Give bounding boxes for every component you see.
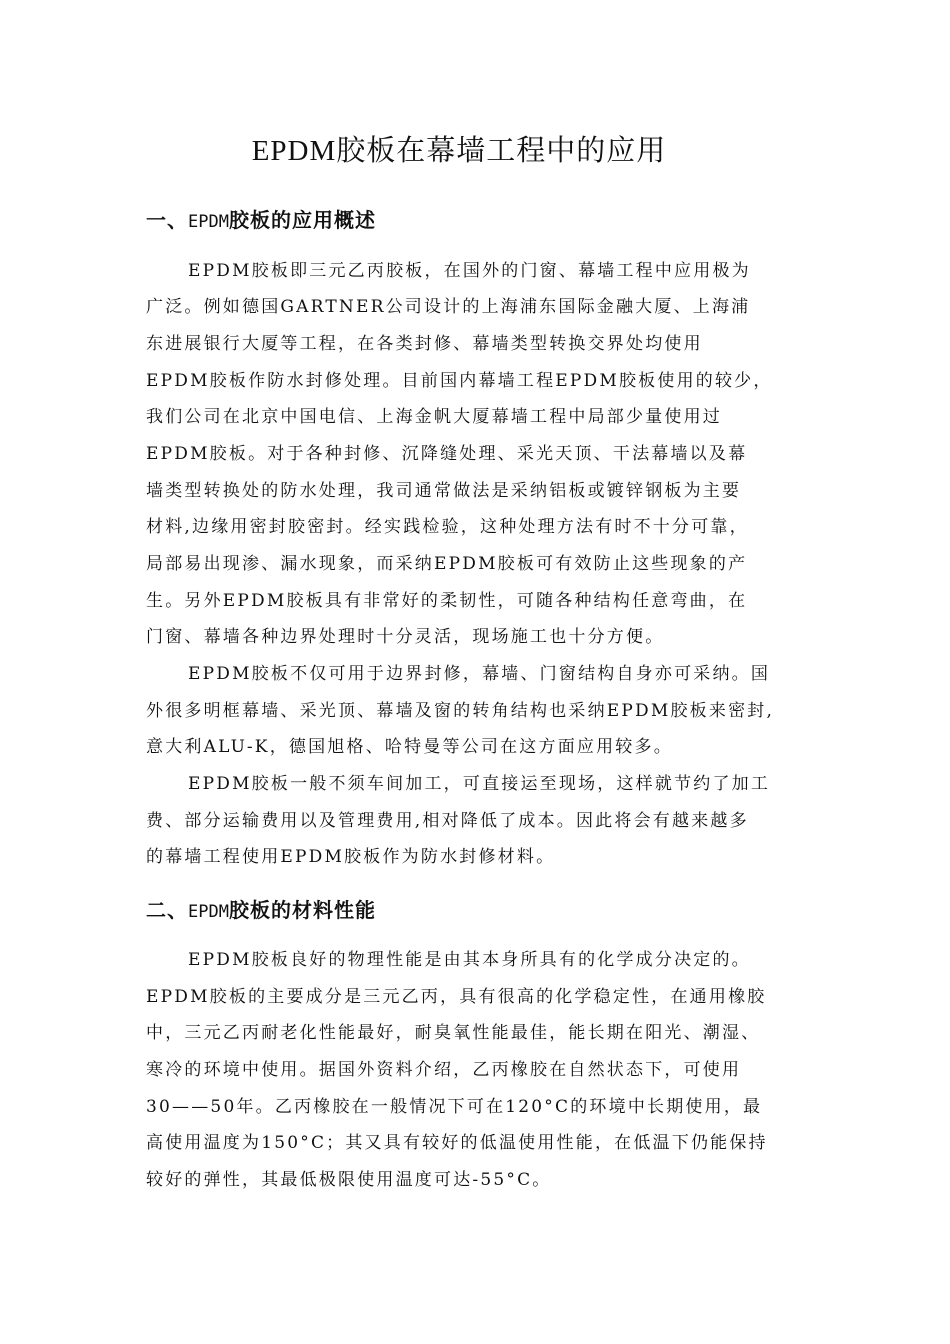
section-2-heading [146, 894, 376, 923]
section-1-line: 门窗、幕墙各种边界处理时十分灵活，现场施工也十分方便。 [146, 627, 665, 647]
section-2-heading-suffix: 胶板的材料性能 [228, 898, 376, 922]
section-2-line: 较好的弹性，其最低极限使用温度可达-55°C。 [146, 1170, 552, 1190]
section-1-line: 的幕墙工程使用EPDM胶板作为防水封修材料。 [146, 847, 556, 867]
section-1-line: 墙类型转换处的防水处理，我司通常做法是采纳铝板或镀锌钢板为主要 [146, 481, 742, 501]
document-title: EPDM胶板在幕墙工程中的应用 [251, 135, 667, 167]
section-2-heading-prefix: 二、 [146, 898, 188, 922]
section-1-line: 我们公司在北京中国电信、上海金帆大厦幕墙工程中局部少量使用过 [146, 407, 722, 427]
section-2-line: 30——50年。乙丙橡胶在一般情况下可在120°C的环境中长期使用，最 [146, 1097, 763, 1117]
section-1-line: EPDM胶板一般不须车间加工，可直接运至现场，这样就节约了加工 [188, 774, 771, 794]
section-1-line: EPDM胶板不仅可用于边界封修，幕墙、门窗结构自身亦可采纳。国 [188, 664, 771, 684]
section-1-line: 局部易出现渗、漏水现象，而采纳EPDM胶板可有效防止这些现象的产 [146, 554, 748, 574]
section-1-line: 东进展银行大厦等工程，在各类封修、幕墙类型转换交界处均使用 [146, 334, 703, 354]
section-1-line: 材料,边缘用密封胶密封。经实践检验，这种处理方法有时不十分可靠， [146, 517, 749, 537]
section-2-line: 高使用温度为150°C；其又具有较好的低温使用性能，在低温下仍能保持 [146, 1133, 768, 1153]
section-2-line: 中，三元乙丙耐老化性能最好，耐臭氧性能最佳，能长期在阳光、潮湿、 [146, 1023, 761, 1043]
section-1-line: 意大利ALU-K，德国旭格、哈特曼等公司在这方面应用较多。 [146, 737, 673, 757]
section-2-heading-latin: EPDM [188, 902, 229, 922]
section-2-line: EPDM胶板的主要成分是三元乙丙，具有很高的化学稳定性，在通用橡胶 [146, 987, 767, 1007]
section-1-line: 外很多明框幕墙、采光顶、幕墙及窗的转角结构也采纳EPDM胶板来密封, [146, 701, 775, 721]
section-2-line: EPDM胶板良好的物理性能是由其本身所具有的化学成分决定的。 [188, 950, 751, 970]
section-1-line: 生。另外EPDM胶板具有非常好的柔韧性，可随各种结构任意弯曲，在 [146, 591, 748, 611]
section-1-line: EPDM胶板即三元乙丙胶板，在国外的门窗、幕墙工程中应用极为 [188, 261, 751, 281]
section-1-line: EPDM胶板。对于各种封修、沉降缝处理、采光天顶、干法幕墙以及幕 [146, 444, 748, 464]
section-1-heading-suffix: 胶板的应用概述 [228, 208, 376, 232]
section-2-line: 寒冷的环境中使用。据国外资料介绍，乙丙橡胶在自然状态下，可使用 [146, 1060, 742, 1080]
section-1-heading-prefix: 一、 [146, 208, 188, 232]
section-1-heading [146, 204, 376, 233]
section-1-line: 广泛。例如德国GARTNER公司设计的上海浦东国际金融大厦、上海浦 [146, 297, 751, 317]
section-1-line: EPDM胶板作防水封修处理。目前国内幕墙工程EPDM胶板使用的较少， [146, 371, 773, 391]
section-1-line: 费、部分运输费用以及管理费用,相对降低了成本。因此将会有越来越多 [146, 811, 749, 831]
section-1-heading-latin: EPDM [188, 212, 229, 232]
